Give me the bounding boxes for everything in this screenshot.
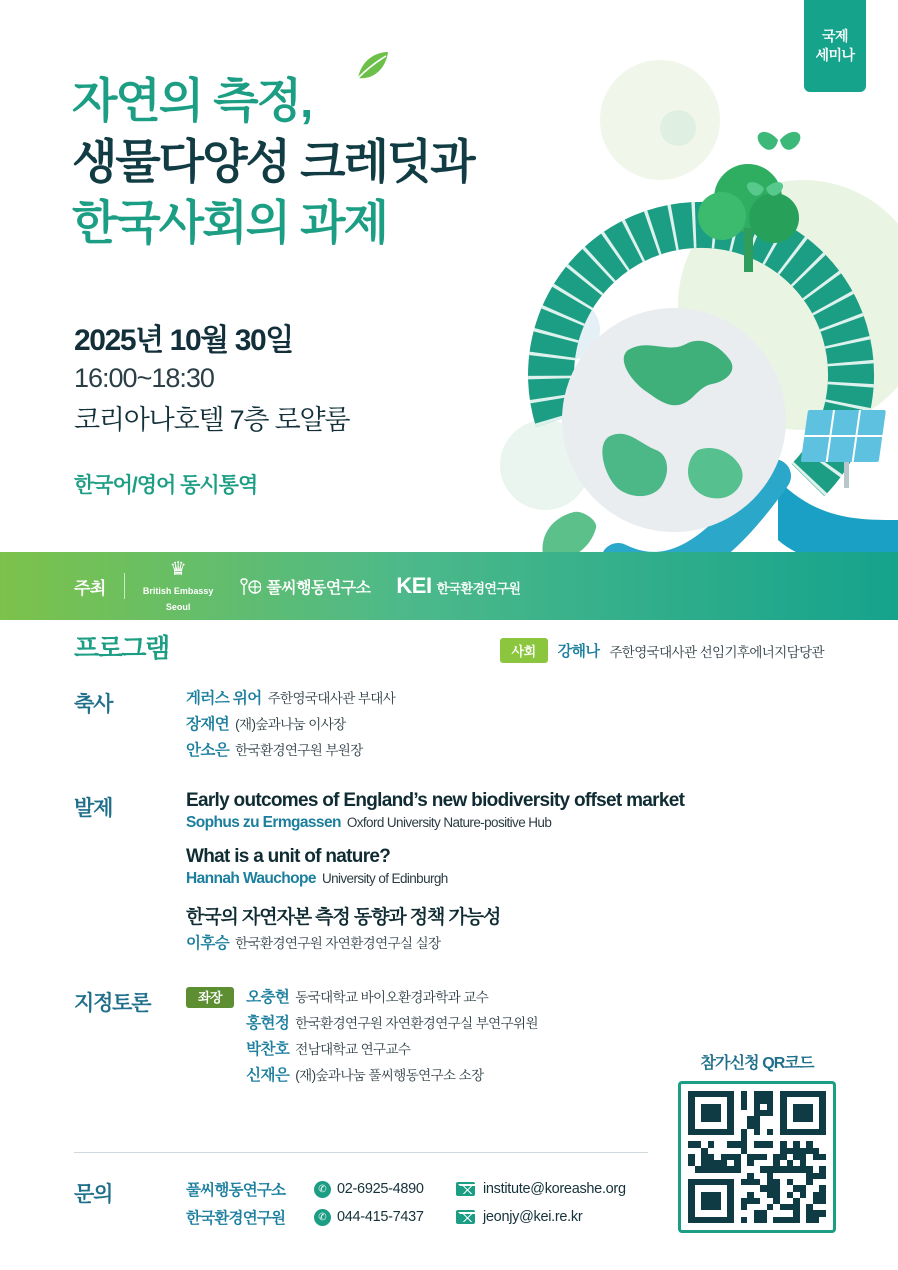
contact-label: 문의 [74,1183,113,1206]
pulssi-logo [239,575,370,598]
badge-line-1: 국제 [821,28,849,45]
title-line-2: 생물다양성 크레딧과 [72,135,474,189]
speaker-affiliation: (재)숲과나눔 이사장 [235,717,346,732]
list-item [186,712,824,734]
talk-title: Early outcomes of England’s new biodiversity offset market [186,790,685,811]
speaker-name: Sophus zu Ermgassen [186,814,341,831]
talk-title: 한국의 자연자본 측정 동향과 정책 가능성 [186,907,501,928]
contact-phone-text: 02-6925-4890 [337,1181,424,1197]
panelist-name: 오충현 [246,989,290,1006]
badge-line-2: 세미나 [815,47,855,63]
talk-title: What is a unit of nature? [186,846,391,867]
qr-label: 참가신청 QR코드 [700,1055,814,1072]
contact-phone-text: 044-415-7437 [337,1209,424,1225]
list-item [186,686,824,708]
divider [124,573,125,599]
kei-abbr: KEI [396,573,432,598]
speaker-affiliation: Oxford University Nature-positive Hub [346,815,552,830]
mail-icon [456,1210,475,1224]
program-section [0,620,898,1089]
phone-icon: ✆ [314,1209,331,1226]
contact-row [186,1178,626,1200]
pulssi-logo-text: 풀씨행동연구소 [266,579,371,597]
moderator-name: 강해나 [557,643,600,660]
talk-speaker-row [186,870,824,888]
presentations-list [186,790,824,967]
speaker-affiliation: 한국환경연구원 부원장 [235,743,363,758]
event-date: 2025년 10월 30일 [74,324,293,357]
contact-rows [186,1178,626,1234]
title-line-3: 한국사회의 과제 [72,196,387,250]
list-item [246,1011,824,1033]
event-language: 한국어/영어 동시통역 [74,474,258,497]
event-info [74,315,349,499]
panelist-affiliation: 전남대학교 연구교수 [295,1042,411,1057]
qr-grid [688,1091,826,1223]
panel-label: 지정토론 [74,992,151,1015]
host-label: 주최 [74,578,106,598]
moderator-chip: 사회 [500,638,548,663]
qr-section [678,1050,836,1233]
host-logos [143,560,520,613]
host-bar [0,552,898,620]
speaker-affiliation: University of Edinburgh [321,871,448,886]
list-item [246,985,824,1007]
presentations-row [0,790,898,967]
panelist-name: 홍현정 [246,1015,290,1032]
list-item [186,846,824,888]
panelist-affiliation: 한국환경연구원 자연환경연구실 부연구위원 [295,1016,538,1031]
speaker-name: Hannah Wauchope [186,870,316,887]
british-embassy-line-1: British Embassy [142,585,214,596]
speaker-affiliation: 주한영국대사관 부대사 [267,691,396,706]
presentations-label: 발제 [74,797,113,820]
kei-logo [396,573,520,599]
phone-icon: ✆ [314,1181,331,1198]
contact-org: 풀씨행동연구소 [186,1182,286,1199]
contact-row [186,1206,626,1228]
page-title [72,70,592,253]
panelist-affiliation: 동국대학교 바이오환경과학과 교수 [295,990,489,1005]
speaker-name: 안소은 [186,742,230,759]
british-embassy-logo [143,560,214,613]
international-seminar-badge [804,0,866,92]
contact-email[interactable] [456,1181,626,1197]
moderator-row [500,638,824,663]
crown-icon: ♛ [169,558,187,580]
list-item [186,902,824,953]
sprout-globe-icon [239,575,261,597]
list-item [186,790,824,832]
speaker-name: 장재연 [186,716,230,733]
congratulatory-row [0,686,898,764]
list-item [186,738,824,760]
chair-chip: 좌장 [186,987,234,1008]
contact-email[interactable] [456,1209,582,1225]
qr-code[interactable] [678,1081,836,1233]
kei-name: 한국환경연구원 [436,581,521,596]
congratulatory-label: 축사 [74,693,113,716]
speaker-name: 이후승 [186,935,230,952]
event-venue: 코리아나호텔 7층 로얄룸 [74,405,350,435]
british-embassy-line-2: Seoul [165,601,191,612]
congratulatory-list [186,686,824,764]
speaker-name: 게러스 위어 [186,690,262,707]
mail-icon [456,1182,475,1196]
contact-org: 한국환경연구원 [186,1210,286,1227]
moderator-affiliation: 주한영국대사관 선임기후에너지담당관 [609,644,824,660]
talk-speaker-row [186,931,824,953]
contact-phone[interactable] [314,1209,456,1226]
divider [74,1152,648,1153]
event-time: 16:00~18:30 [74,363,214,393]
chair-chip-wrap [186,985,234,1089]
panelist-name: 신재은 [246,1067,290,1084]
contact-email-text: jeonjy@kei.re.kr [483,1209,583,1225]
talk-speaker-row [186,814,824,832]
speaker-affiliation: 한국환경연구원 자연환경연구실 실장 [235,936,441,951]
panelist-name: 박찬호 [246,1041,290,1058]
program-header [0,620,898,672]
contact-phone[interactable] [314,1181,456,1198]
program-heading: 프로그램 [74,632,169,663]
contact-email-text: institute@koreashe.org [483,1181,626,1197]
title-line-1: 자연의 측정, [72,74,312,127]
panelist-affiliation: (재)숲과나눔 풀씨행동연구소 소장 [295,1068,484,1083]
contact-section [74,1178,626,1234]
